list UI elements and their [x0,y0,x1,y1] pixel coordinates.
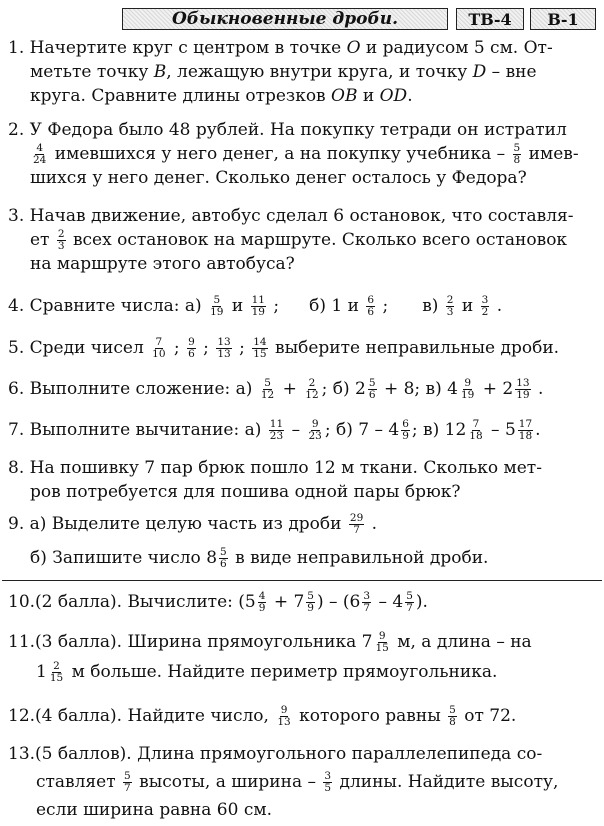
fraction: $\frac{2}{3}$ [57,228,65,252]
problem-10: 10.(2 балла). Вычислите: (5 $\frac{4}{9}$ + 7 $\frac{5}{9}$ ) – (6 $\frac{3}{7}$ – 4 $\frac{5}{7}$ ). [8,590,428,614]
test-code-badge: ТВ-4 [456,8,524,30]
problem-7: 7. Выполните вычитание: а) $\frac{11}{23}$ – $\frac{9}{23}$ ; б) 7 – 4 $\frac{6}{9}$ ; в) 12 $\frac{7}{18}$ – 5 $\frac{17}{18}$ . [8,418,541,442]
problem-3: 3. Начав движение, автобус сделал 6 остановок, что составля- ет $\frac{2}{3}$ всех остановок на маршруте. Сколько всего остановок на маршруте этого автобуса? [8,206,574,274]
problem-11: 11.(3 балла). Ширина прямоугольника 7 $\frac{9}{15}$ м, а длина – на 1 $\frac{2}{15}$ м больше. Найдите периметр прямоугольника. [8,630,532,684]
fraction: $\frac{5}{9}$ [307,590,314,614]
problem-1: 1. Начертите круг с центром в точке O и радиусом 5 см. От- метьте точку B, лежащую внутри круга, и точку D – вне круга. Сравните длины отрезков OB и OD. [8,38,553,106]
fraction: $\frac{11}{23}$ [269,418,284,442]
fraction: $\frac{9}{15}$ [375,630,389,654]
problem-13: 13.(5 баллов). Длина прямоугольного параллелепипеда со- ставляет $\frac{5}{7}$ высоты, а ширина – $\frac{3}{5}$ длины. Найдите высоту, если ширина равна 60 см. [8,744,559,820]
fraction: $\frac{5}{8}$ [449,704,456,728]
fraction: $\frac{17}{18}$ [518,418,533,442]
fraction: $\frac{9}{19}$ [460,377,475,401]
fraction: $\frac{5}{7}$ [124,770,131,794]
fraction: $\frac{11}{19}$ [251,294,265,318]
problem-12: 12.(4 балла). Найдите число, $\frac{9}{13}$ которого равны $\frac{5}{8}$ от 72. [8,704,517,728]
fraction: $\frac{5}{12}$ [260,377,275,401]
fraction: $\frac{5}{7}$ [406,590,413,614]
problem-4: 4. Сравните числа: а) $\frac{5}{19}$ и $\frac{11}{19}$ ; б) 1 и $\frac{6}{6}$ ; в) $\frac{2}{3}$ и $\frac{3}{2}$ . [8,294,503,318]
fraction: $\frac{14}{15}$ [253,336,267,360]
fraction: $\frac{9}{13}$ [277,704,291,728]
fraction: $\frac{13}{19}$ [516,377,530,401]
section-divider [2,580,602,581]
problem-5: 5. Среди чисел $\frac{7}{10}$ ; $\frac{9}{6}$ ; $\frac{13}{13}$ ; $\frac{14}{15}$ выберите неправильные дроби. [8,336,560,360]
fraction: $\frac{2}{12}$ [305,377,319,401]
fraction: $\frac{13}{13}$ [217,336,231,360]
fraction: $\frac{9}{23}$ [308,418,322,442]
fraction: $\frac{5}{6}$ [220,546,227,570]
fraction: $\frac{3}{7}$ [363,590,371,614]
fraction: $\frac{2}{15}$ [49,660,64,684]
fraction: $\frac{4}{24}$ [33,142,47,166]
problem-9: 9. а) Выделите целую часть из дроби $\frac{29}{7}$ . б) Запишите число 8 $\frac{5}{6}$ в виде неправильной дроби. [8,512,489,570]
fraction: $\frac{2}{3}$ [446,294,454,318]
fraction: $\frac{5}{8}$ [513,142,521,166]
fraction: $\frac{7}{18}$ [469,418,483,442]
fraction: $\frac{9}{6}$ [188,336,195,360]
fraction: $\frac{6}{9}$ [402,418,409,442]
problem-2: 2. У Федора было 48 рублей. На покупку тетради он истратил $\frac{4}{24}$ имевшихся у него денег, а на покупку учебника – $\frac{5}{8}$ имев- шихся у него денег. Сколько денег осталось у Федора? [8,120,579,188]
fraction: $\frac{3}{5}$ [324,770,332,794]
worksheet-header [4,8,598,32]
fraction: $\frac{5}{19}$ [210,294,224,318]
problem-6: 6. Выполните сложение: а) $\frac{5}{12}$ + $\frac{2}{12}$ ; б) 2 $\frac{5}{6}$ + 8; в) 4 $\frac{9}{19}$ + 2 $\frac{13}{19}$ . [8,377,544,401]
fraction: $\frac{6}{6}$ [367,294,375,318]
worksheet-title: Обыкновенные дроби. [122,8,448,30]
problem-8: 8. На пошивку 7 пар брюк пошло 12 м ткани. Сколько мет- ров потребуется для пошива одной пары брюк? [8,458,542,502]
fraction: $\frac{29}{7}$ [349,512,364,536]
variant-badge: В-1 [530,8,596,30]
fraction: $\frac{7}{10}$ [152,336,166,360]
fraction: $\frac{5}{6}$ [368,377,376,401]
fraction: $\frac{3}{2}$ [481,294,489,318]
fraction: $\frac{4}{9}$ [258,590,266,614]
